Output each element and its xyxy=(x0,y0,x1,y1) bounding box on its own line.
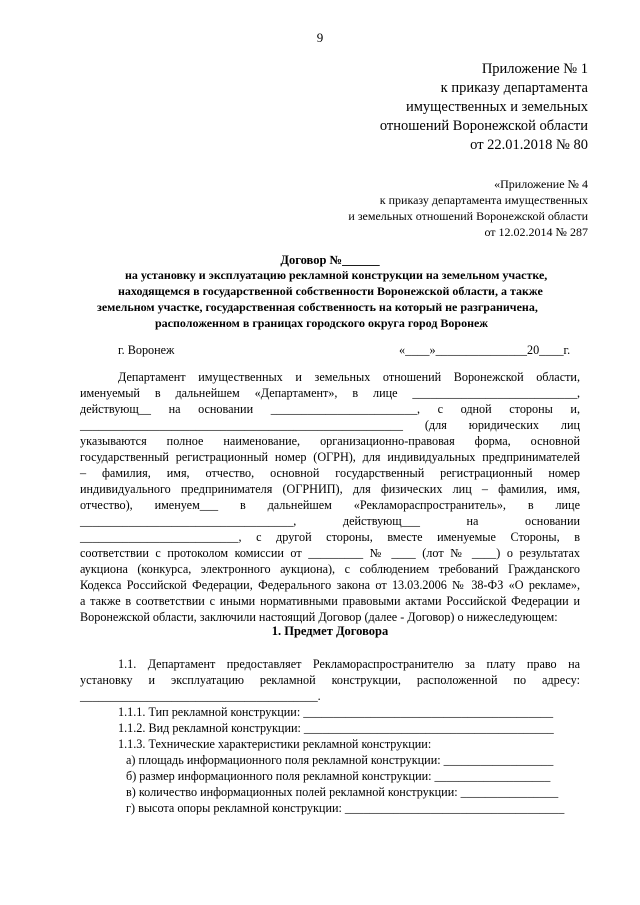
preamble-line: отчество), именуем___ в дальнейшем «Рекламораспространитель», в лице xyxy=(80,498,580,512)
preamble-line: ___________________________________, действующ___ на основании xyxy=(80,514,580,528)
clause-line: установку и эксплуатацию рекламной конструкции, расположенной по адресу: xyxy=(80,673,580,687)
preamble-line: соответствии с протоколом комиссии от _________ № ____ (лот № ____) о результатах xyxy=(80,546,580,560)
preamble-line: __________________________, с другой стороны, вместе именуемые Стороны, в xyxy=(80,530,580,544)
appendix-4-line: от 12.02.2014 № 287 xyxy=(484,225,588,239)
preamble-line: именуемый в дальнейшем «Департамент», в лице ___________________________, xyxy=(80,386,580,400)
appendix-4-header xyxy=(348,176,588,240)
clause-item: 1.1.2. Вид рекламной конструкции: _________________________________________ xyxy=(118,721,554,735)
clause-line: 1.1. Департамент предоставляет Рекламораспространителю за плату право на xyxy=(118,657,580,671)
preamble-line: Департамент имущественных и земельных отношений Воронежской области, xyxy=(118,370,580,384)
preamble-line: индивидуального предпринимателя (ОГРНИП), для физических лиц – фамилия, имя, xyxy=(80,482,580,496)
appendix-1-line: к приказу департамента xyxy=(440,80,588,96)
preamble-line: _____________________________________________________ (для юридических лиц xyxy=(80,418,580,432)
appendix-1-line: отношений Воронежской области xyxy=(379,118,588,134)
clause-item: в) количество информационных полей рекламной конструкции: ________________ xyxy=(126,785,559,799)
contract-title: Договор №______ xyxy=(280,253,380,267)
clause-item: а) площадь информационного поля рекламной конструкции: __________________ xyxy=(126,753,554,767)
contract-subtitle-line: находящемся в государственной собственности Воронежской области, а также xyxy=(118,284,543,298)
preamble-line: указываются полное наименование, организационно-правовая форма, основной xyxy=(80,434,580,448)
contract-subtitle-line: расположенном в границах городского округа город Воронеж xyxy=(155,316,489,330)
appendix-1-line: от 22.01.2018 № 80 xyxy=(470,137,588,153)
preamble-line: – фамилия, имя, отчество, основной государственный регистрационный номер xyxy=(80,466,580,480)
contract-subtitle-line: земельном участке, государственная собственность на который не разграничена, xyxy=(97,300,538,314)
appendix-1-header xyxy=(380,60,588,155)
appendix-4-line: к приказу департамента имущественных xyxy=(379,193,588,207)
appendix-1-line: имущественных и земельных xyxy=(405,99,588,115)
page-number: 9 xyxy=(316,30,324,45)
contract-date: «____»_______________20____г. xyxy=(399,343,571,357)
preamble-line: действующ__ на основании ________________________, с одной стороны и, xyxy=(80,402,580,416)
contract-city: г. Воронеж xyxy=(118,343,175,357)
clause-item: 1.1.1. Тип рекламной конструкции: _________________________________________ xyxy=(118,705,554,719)
clause-item: 1.1.3. Технические характеристики рекламной конструкции: xyxy=(118,737,432,751)
contract-subtitle-line: на установку и эксплуатацию рекламной конструкции на земельном участке, xyxy=(125,268,548,282)
preamble-line: Кодекса Российской Федерации, Федерального закона от 13.03.2006 № 38-ФЗ «О рекламе», xyxy=(80,578,580,592)
appendix-1-line: Приложение № 1 xyxy=(481,61,588,77)
clause-line: _______________________________________. xyxy=(80,689,321,703)
clause-item: г) высота опоры рекламной конструкции: ____________________________________ xyxy=(126,801,565,815)
preamble-line: государственный регистрационный номер (ОГРН), для индивидуальных предпринимателей xyxy=(80,450,580,464)
appendix-4-line: «Приложение № 4 xyxy=(494,177,588,191)
clause-item: б) размер информационного поля рекламной конструкции: ___________________ xyxy=(126,769,551,783)
preamble-line: аукциона (конкурса, электронного аукциона), с соблюдением требований Гражданского xyxy=(80,562,580,576)
section-1-title: 1. Предмет Договора xyxy=(271,624,389,638)
preamble-line: а также в соответствии с иными нормативными правовыми актами Российской Федерации и xyxy=(80,594,580,608)
appendix-4-line: и земельных отношений Воронежской области xyxy=(348,209,588,223)
preamble-line: Воронежской области, заключили настоящий Договор (далее - Договор) о нижеследующем: xyxy=(80,610,558,624)
